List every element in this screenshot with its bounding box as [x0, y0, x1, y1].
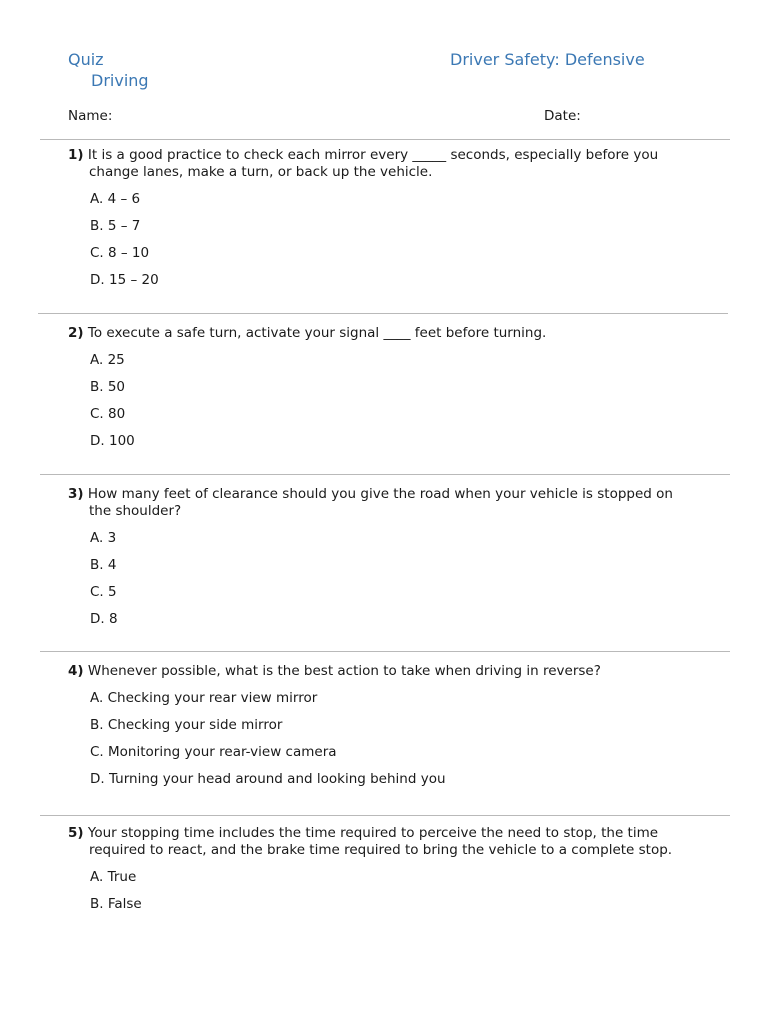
- answer-option[interactable]: B. Checking your side mirror: [90, 717, 283, 733]
- question-text: [68, 663, 688, 680]
- question-prompt: Whenever possible, what is the best action to take when driving in reverse?: [87, 663, 601, 679]
- question-4: [68, 663, 688, 798]
- question-prompt: How many feet of clearance should you give the road when your vehicle is stopped on the shoulder?: [87, 486, 673, 519]
- question-text: [68, 486, 688, 520]
- question-text: [68, 147, 688, 181]
- answer-option[interactable]: C. 8 – 10: [90, 245, 150, 261]
- divider: [40, 651, 730, 652]
- header-left: [68, 49, 149, 91]
- answer-option[interactable]: B. 4: [90, 557, 117, 573]
- quiz-label: Quiz: [68, 50, 104, 69]
- answer-option[interactable]: D. Turning your head around and looking behind you: [90, 771, 446, 787]
- divider: [38, 313, 728, 314]
- question-1: [68, 147, 688, 299]
- question-text: [68, 325, 688, 342]
- question-number: 4): [68, 663, 84, 679]
- answer-option[interactable]: D. 15 – 20: [90, 272, 159, 288]
- divider: [40, 474, 730, 475]
- question-number: 2): [68, 325, 84, 341]
- question-text: [68, 825, 688, 859]
- answer-option[interactable]: C. 5: [90, 584, 117, 600]
- question-number: 5): [68, 825, 84, 841]
- answer-option[interactable]: A. 4 – 6: [90, 191, 141, 207]
- answer-options: [68, 869, 688, 913]
- answer-option[interactable]: B. 5 – 7: [90, 218, 141, 234]
- answer-option[interactable]: B. False: [90, 896, 142, 912]
- answer-option[interactable]: A. True: [90, 869, 137, 885]
- question-5: [68, 825, 688, 923]
- question-3: [68, 486, 688, 638]
- question-prompt: Your stopping time includes the time required to perceive the need to stop, the time required to react, and the brake time required to bring the vehicle to a complete stop.: [87, 825, 673, 858]
- answer-options: [68, 690, 688, 788]
- answer-options: [68, 352, 688, 450]
- answer-options: [68, 191, 688, 289]
- date-label: Date:: [544, 108, 581, 124]
- question-number: 3): [68, 486, 84, 502]
- question-number: 1): [68, 147, 84, 163]
- answer-option[interactable]: B. 50: [90, 379, 126, 395]
- question-prompt: To execute a safe turn, activate your signal ____ feet before turning.: [87, 325, 547, 341]
- page-title: Driver Safety: Defensive: [450, 50, 645, 69]
- answer-option[interactable]: D. 8: [90, 611, 118, 627]
- question-2: [68, 325, 688, 460]
- answer-option[interactable]: A. 25: [90, 352, 125, 368]
- answer-option[interactable]: C. Monitoring your rear-view camera: [90, 744, 337, 760]
- page-title-continued: Driving: [91, 71, 149, 90]
- answer-options: [68, 530, 688, 628]
- answer-option[interactable]: A. 3: [90, 530, 117, 546]
- question-prompt: It is a good practice to check each mirror every _____ seconds, especially before you change lanes, make a turn, or back up the vehicle.: [87, 147, 659, 180]
- answer-option[interactable]: C. 80: [90, 406, 126, 422]
- answer-option[interactable]: A. Checking your rear view mirror: [90, 690, 318, 706]
- name-label: Name:: [68, 108, 113, 124]
- divider: [40, 815, 730, 816]
- answer-option[interactable]: D. 100: [90, 433, 135, 449]
- divider: [40, 139, 730, 140]
